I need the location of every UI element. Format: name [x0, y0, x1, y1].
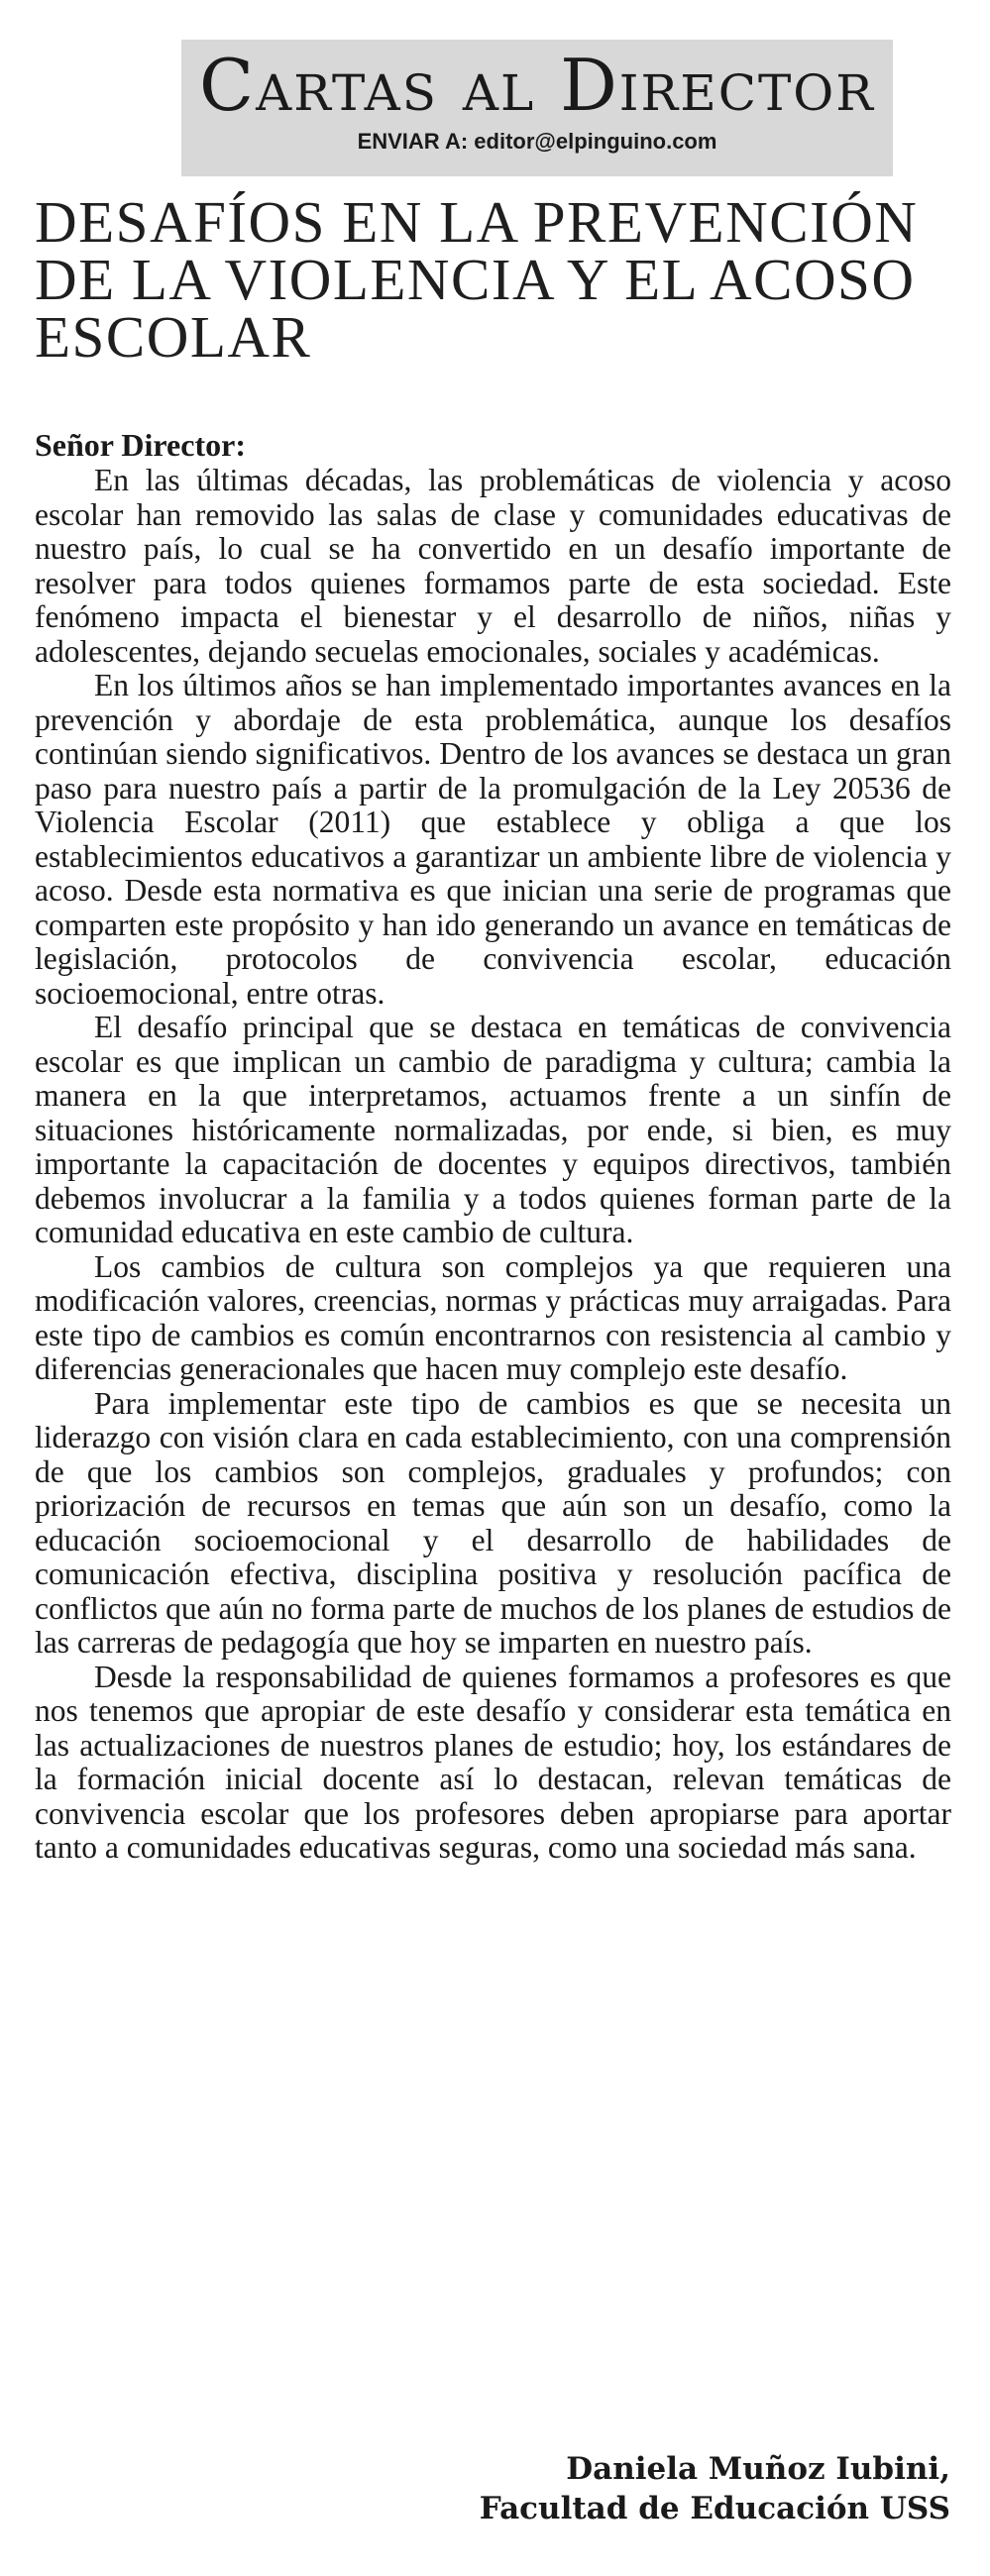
section-header [181, 40, 893, 176]
body-paragraph: El desafío principal que se destaca en temáticas de convivencia escolar es que implican un cambio de paradigma y cultura; cambia la manera en la que interpretamos, actuamos frente a un sinfín de situaciones históricamente normalizadas, por ende, si bien, es muy importante la capacitación de docentes y equipos directivos, también debemos involucrar a la familia y a todos quienes forman parte de la comunidad educativa en este cambio de cultura. [35, 1010, 951, 1249]
author-name: Daniela Muñoz Iubini, [566, 2451, 950, 2487]
body-paragraph: En los últimos años se han implementado importantes avances en la prevención y abordaje de esta problemática, aunque los desafíos continúan siendo significativos. Dentro de los avances se destaca un gran paso para nuestro país a partir de la promulgación de la Ley 20536 de Violencia Escolar (2011) que establece y obliga a que los establecimientos educativos a garantizar un ambiente libre de violencia y acoso. Desde esta normativa es que inician una serie de programas que comparten este propósito y han ido generando un avance en temáticas de legislación, protocolos de convivencia escolar, educación socioemocional, entre otras. [35, 668, 951, 1011]
body-paragraph: Los cambios de cultura son complejos ya que requieren una modificación valores, creencias, normas y prácticas muy arraigadas. Para este tipo de cambios es común encontrarnos con resistencia al cambio y diferencias generacionales que hacen muy complejo este desafío. [35, 1248, 951, 1386]
signature-block [480, 2449, 950, 2528]
author-affiliation: Facultad de Educación USS [479, 2491, 950, 2526]
letter-body [35, 464, 951, 1866]
submission-email-line: ENVIAR A: editor@elpinguino.com [357, 129, 717, 154]
body-paragraph: Para implementar este tipo de cambios es que se necesita un liderazgo con visión clara en cada establecimiento, con una comprensión de que los cambios son complejos, graduales y profundos; con priorización de recursos en temas que aún son un desafío, como la educación socioemocional y el desarrollo de habilidades de comunicación efectiva, disciplina positiva y resolución pacífica de conflictos que aún no forma parte de muchos de los planes de estudios de las carreras de pedagogía que hoy se imparten en nuestro país. [35, 1385, 951, 1660]
body-paragraph: En las últimas décadas, las problemáticas de violencia y acoso escolar han removido las salas de clase y comunidades educativas de nuestro país, lo cual se ha convertido en un desafío importante de resolver para todos quienes formamos parte de esta sociedad. Este fenómeno impacta el bienestar y el desarrollo de niños, niñas y adolescentes, dejando secuelas emocionales, sociales y académicas. [35, 463, 951, 669]
body-paragraph: Desde la responsabilidad de quienes formamos a profesores es que nos tenemos que apropiar de este desafío y considerar esta temática en las actualizaciones de nuestros planes de estudio; hoy, los estándares de la formación inicial docente así lo destacan, relevan temáticas de convivencia escolar que los profesores deben apropiarse para aportar tanto a comunidades educativas seguras, como una sociedad más sana. [35, 1659, 951, 1865]
section-title: Cartas al Director [199, 44, 875, 127]
salutation: Señor Director: [35, 427, 246, 463]
letter-headline: DESAFÍOS EN LA PREVENCIÓN DE LA VIOLENCIA Y EL ACOSO ESCOLAR [35, 189, 919, 370]
